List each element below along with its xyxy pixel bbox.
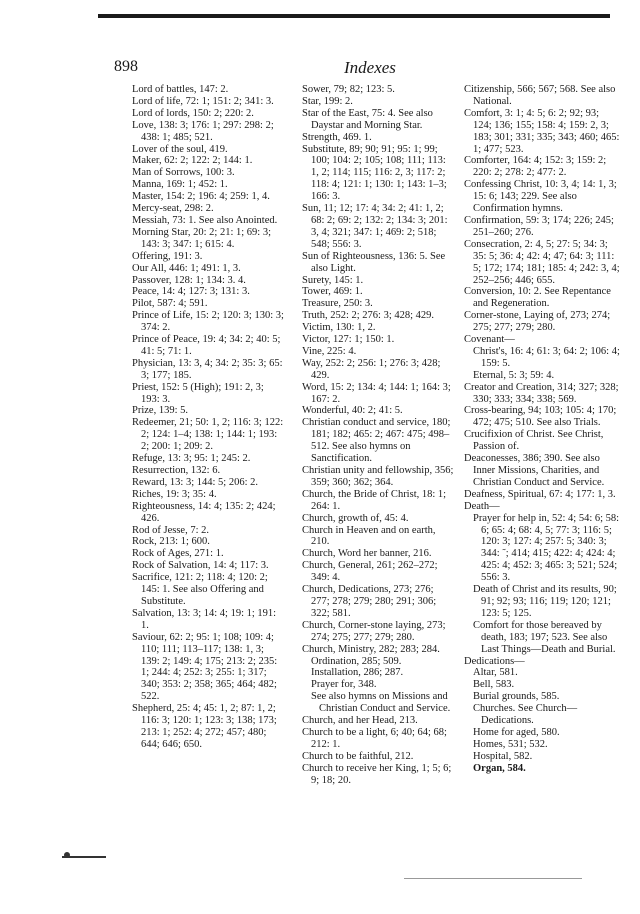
page-header — [114, 58, 618, 80]
index-entry: Corner-stone, Laying of, 273; 274; 275; 277; 279; 280. — [464, 310, 611, 334]
index-entry: Sun, 11; 12; 17: 4; 34: 2; 41: 1, 2; 68: 2; 69: 2; 132: 2; 134: 3; 201: 3, 4; 321; 347: 1; 469: 2; 518; 548; 556: 3. — [302, 203, 448, 250]
page-number: 898 — [114, 58, 138, 75]
index-entry: Redeemer, 21; 50: 1, 2; 116: 3; 122: 2; 124: 1–4; 138: 1; 144: 1; 193: 2; 200: 1; 209: 2. — [132, 417, 284, 453]
index-column-2 — [302, 84, 454, 786]
bottom-line — [404, 878, 582, 879]
index-subentry: Eternal, 5: 3; 59: 4. — [473, 369, 555, 381]
index-entry: Rock of Ages, 271: 1. — [132, 548, 224, 560]
index-entry: Conversion, 10: 2. See Repentance and Regeneration. — [464, 286, 611, 310]
bottom-mark — [62, 856, 106, 858]
index-entry: Prince of Life, 15: 2; 120: 3; 130: 3; 374: 2. — [132, 310, 284, 334]
index-entry: Christian conduct and service, 180; 181; 182; 465: 2; 467: 475; 498–512. See also hymns on Sanctification. — [302, 417, 451, 465]
index-subentry: Prayer for help in, 52: 4; 54: 6; 58: 6; 65: 4; 68: 4, 5; 77: 3; 116: 5; 120: 3; 127: 4; 257: 5; 340: 3; 344: ˜; 414; 415; 422: 4; 424: 4; 425: 4; 452: 3; 465: 3; 521; 524; 556: 3. — [473, 512, 620, 584]
index-entry: Refuge, 13: 3; 95: 1; 245: 2. — [132, 453, 251, 465]
top-rule — [98, 14, 610, 18]
index-entry: Crucifixion of Christ. See Christ, Passion of. — [464, 429, 604, 453]
index-entry: Righteousness, 14: 4; 135: 2; 424; 426. — [132, 500, 276, 524]
index-entry: Sun of Righteousness, 136: 5. See also Light. — [302, 250, 446, 274]
index-entry: Strength, 469. 1. — [302, 131, 372, 143]
index-entry: Cross-bearing, 94; 103; 105: 4; 170; 472; 475; 510. See also Trials. — [464, 405, 617, 429]
index-entry: Word, 15: 2; 134: 4; 144: 1; 164: 3; 167: 2. — [302, 381, 451, 405]
index-entry: Lover of the soul, 419. — [132, 143, 228, 155]
index-entry: Comfort, 3: 1; 4: 5; 6: 2; 92; 93; 124; 136; 155; 158: 4; 159: 2, 3; 183; 301; 331; 335; 343; 460; 465: 1; 477; 523. — [464, 107, 620, 155]
index-entry: Mercy-seat, 298: 2. — [132, 203, 214, 215]
index-entry: Substitute, 89; 90; 91; 95: 1; 99; 100; 104: 2; 105; 108; 111; 113: 1, 2; 114; 115; 116: 2, 3; 117: 2; 118: 4; 121: 1; 130: 1; 143: 1–3; 166: 3. — [302, 143, 447, 203]
index-subentry: Christ's, 16: 4; 61: 3; 64: 2; 106: 4; 159: 5. — [473, 345, 620, 369]
index-subentry: Installation, 286; 287. — [311, 667, 404, 679]
index-entry: Man of Sorrows, 100: 3. — [132, 167, 235, 179]
index-entry: Star, 199: 2. — [302, 95, 353, 107]
index-subentry: Bell, 583. — [473, 679, 515, 691]
index-entry: Riches, 19: 3; 35: 4. — [132, 488, 217, 500]
index-entry: Deaconesses, 386; 390. See also Inner Missions, Charities, and Christian Conduct and Service. — [464, 453, 605, 488]
index-entry: Vine, 225: 4. — [302, 345, 357, 357]
index-entry: Love, 138: 3; 176: 1; 297: 298: 2; 438: 1; 485; 521. — [132, 119, 274, 143]
index-subentry: See also hymns on Missions and Christian Conduct and Service. — [311, 691, 451, 715]
index-entry: Resurrection, 132: 6. — [132, 465, 221, 476]
index-entry: Pilot, 587: 4; 591. — [132, 298, 208, 310]
index-entry: Passover, 128: 1; 134: 3. 4. — [132, 274, 246, 286]
index-entry: Our All, 446: 1; 491: 1, 3. — [132, 262, 241, 274]
index-entry: Shepherd, 25: 4; 45: 1, 2; 87: 1, 2; 116: 3; 120: 1; 123: 3; 138; 173; 213: 1; 252: 4; 272; 457; 480; 644; 646; 650. — [132, 703, 277, 750]
index-entry: Truth, 252: 2; 276: 3; 428; 429. — [302, 310, 435, 322]
index-entry: Sacrifice, 121: 2; 118: 4; 120: 2; 145: 1. See also Offering and Substitute. — [132, 572, 268, 607]
index-entry: Prize, 139: 5. — [132, 405, 188, 417]
index-subentry: Home for aged, 580. — [473, 726, 560, 738]
index-entry: Church, Corner-stone laying, 273; 274; 275; 277; 279; 280. — [302, 619, 446, 643]
index-subentry: Burial grounds, 585. — [473, 691, 560, 703]
index-subentry: Altar, 581. — [473, 667, 518, 679]
index-entry: Offering, 191: 3. — [132, 250, 203, 262]
index-entry: Sower, 79; 82; 123: 5. — [302, 84, 395, 95]
index-subentry: Homes, 531; 532. — [473, 738, 548, 750]
index-entry: Church to receive her King, 1; 5; 6; 9; 18; 20. — [302, 762, 452, 786]
index-entry: Treasure, 250: 3. — [302, 298, 373, 310]
running-head: Indexes — [344, 58, 396, 77]
index-entry: Church, the Bride of Christ, 18: 1; 264: 1. — [302, 488, 447, 512]
index-entry: Rock of Salvation, 14: 4; 117: 3. — [132, 560, 269, 572]
index-entry: Covenant— — [464, 334, 515, 346]
index-subentry: Organ, 584. — [473, 762, 526, 774]
index-entry: Church, growth of, 45: 4. — [302, 512, 409, 524]
index-subentry: Churches. See Church—Dedications. — [473, 703, 578, 727]
index-entry: Comforter, 164: 4; 152: 3; 159: 2; 220: 2; 278: 2; 477: 2. — [464, 155, 607, 179]
index-entry: Church in Heaven and on earth, 210. — [302, 524, 436, 548]
index-entry: Church, and her Head, 213. — [302, 715, 418, 727]
index-subentry: Prayer for, 348. — [311, 679, 377, 691]
index-entry: Messiah, 73: 1. See also Anointed. — [132, 214, 278, 226]
index-entry: Physician, 13: 3, 4; 34: 2; 35: 3; 65: 3; 177; 185. — [132, 357, 283, 381]
index-entry: Dedications— — [464, 655, 525, 667]
index-entry: Manna, 169: 1; 452: 1. — [132, 179, 228, 191]
index-subentry: Death of Christ and its results, 90; 91; 92; 93; 116; 119; 120; 121; 123: 5; 125. — [473, 584, 617, 619]
index-entry: Church, General, 261; 262–272; 349: 4. — [302, 560, 438, 584]
index-entry: Peace, 14: 4; 127: 3; 131: 3. — [132, 286, 250, 298]
index-entry: Church to be a light, 6; 40; 64; 68; 212: 1. — [302, 726, 447, 750]
index-entry: Wonderful, 40: 2; 41: 5. — [302, 405, 403, 417]
index-entry: Lord of battles, 147: 2. — [132, 84, 229, 95]
index-entry: Lord of lords, 150: 2; 220: 2. — [132, 107, 254, 119]
index-subentry: Comfort for those bereaved by death, 183; 197; 523. See also Last Things—Death and Burial. — [473, 619, 616, 655]
index-entry: Morning Star, 20: 2; 21: 1; 69: 3; 143: 3; 347: 1; 615: 4. — [132, 226, 271, 250]
index-entry: Church, Ministry, 282; 283; 284. — [302, 643, 440, 655]
index-entry: Star of the East, 75: 4. See also Daystar and Morning Star. — [302, 107, 433, 131]
index-entry: Maker, 62: 2; 122: 2; 144: 1. — [132, 155, 253, 167]
index-column-1 — [132, 84, 284, 751]
index-entry: Tower, 469: 1. — [302, 286, 363, 298]
index-entry: Salvation, 13: 3; 14: 4; 19: 1; 191: 1. — [132, 607, 277, 631]
index-column-3 — [464, 84, 620, 775]
index-entry: Victim, 130: 1, 2. — [302, 322, 376, 334]
index-entry: Saviour, 62: 2; 95: 1; 108; 109: 4; 110; 111; 113–117; 138: 1, 3; 139: 2; 149: 4; 175; 213: 2; 235: 1; 244: 4; 252: 3; 255: 1; 317; 340; 353: 2; 358; 365; 464; 482; 522. — [132, 631, 278, 703]
index-entry: Citizenship, 566; 567; 568. See also National. — [464, 84, 616, 107]
index-entry: Church to be faithful, 212. — [302, 750, 414, 762]
index-entry: Christian unity and fellowship, 356; 359; 360; 362; 364. — [302, 465, 454, 488]
index-entry: Reward, 13: 3; 144: 5; 206: 2. — [132, 476, 258, 488]
index-subentry: Hospital, 582. — [473, 750, 533, 762]
index-entry: Church, Dedications, 273; 276; 277; 278; 279; 280; 291; 306; 322; 581. — [302, 584, 437, 619]
index-entry: Rod of Jesse, 7: 2. — [132, 524, 209, 536]
index-entry: Priest, 152: 5 (High); 191: 2, 3; 193: 3. — [132, 381, 264, 405]
index-entry: Confessing Christ, 10: 3, 4; 14: 1, 3; 15: 6; 143; 229. See also Confirmation hymns. — [464, 179, 617, 215]
index-entry: Way, 252: 2; 256: 1; 276: 3; 428; 429. — [302, 357, 441, 381]
index-entry: Consecration, 2: 4, 5; 27: 5; 34: 3; 35: 5; 36: 4; 42: 4; 47; 64: 3; 111: 5; 172; 174; 181; 185: 4; 242: 3, 4; 252–256; 446; 655. — [464, 238, 620, 286]
index-entry: Victor, 127: 1; 150: 1. — [302, 334, 395, 346]
index-entry: Rock, 213: 1; 600. — [132, 536, 210, 548]
index-entry: Death— — [464, 500, 500, 512]
index-entry: Church, Word her banner, 216. — [302, 548, 432, 560]
index-entry: Prince of Peace, 19: 4; 34: 2; 40: 5; 41: 5; 71: 1. — [132, 334, 281, 357]
index-subentry: Ordination, 285; 509. — [311, 655, 402, 667]
index-entry: Surety, 145: 1. — [302, 274, 364, 286]
index-entry: Lord of life, 72: 1; 151: 2; 341: 3. — [132, 95, 274, 107]
index-entry: Deafness, Spiritual, 67: 4; 177: 1, 3. — [464, 488, 616, 500]
index-entry: Creator and Creation, 314; 327; 328; 330; 333; 334; 338; 569. — [464, 381, 619, 405]
index-entry: Master, 154: 2; 196: 4; 259: 1, 4. — [132, 191, 270, 203]
index-entry: Confirmation, 59: 3; 174; 226; 245; 251–260; 276. — [464, 214, 614, 238]
